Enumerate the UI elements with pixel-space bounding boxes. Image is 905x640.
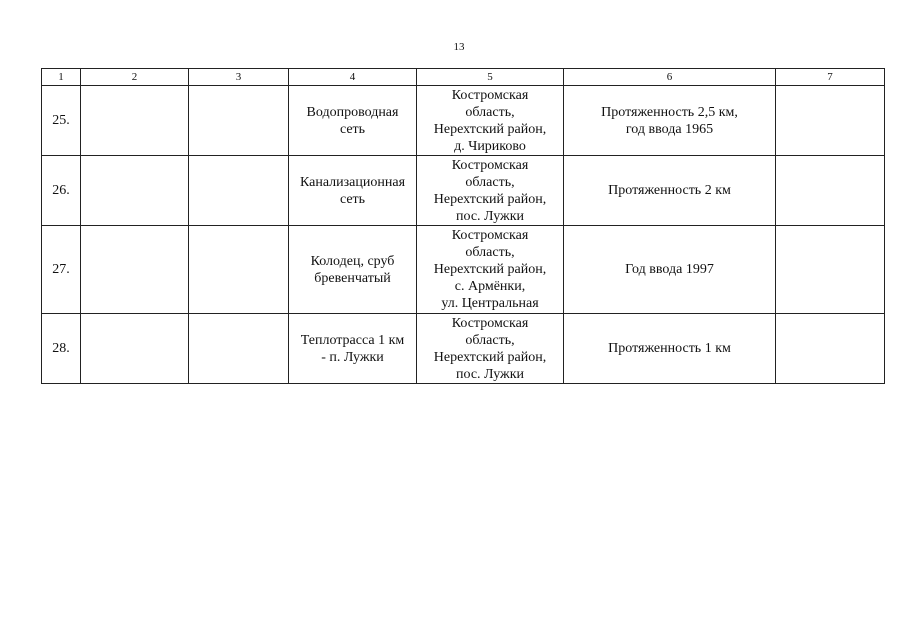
address-cell: Костромская область, Нерехтский район, с. Армёнки, ул. Центральная [417, 226, 564, 314]
characteristics-cell: Год ввода 1997 [564, 226, 776, 314]
empty-cell [776, 314, 885, 384]
object-name-cell: Колодец, сруб бревенчатый [289, 226, 417, 314]
address-cell: Костромская область, Нерехтский район, пос. Лужки [417, 156, 564, 226]
table-row [42, 314, 885, 384]
column-number: 7 [776, 69, 885, 86]
object-name-cell: Теплотрасса 1 км - п. Лужки [289, 314, 417, 384]
column-number: 4 [289, 69, 417, 86]
property-registry-table [41, 68, 885, 384]
characteristics-cell: Протяженность 2,5 км, год ввода 1965 [564, 86, 776, 156]
column-number: 2 [81, 69, 189, 86]
column-number: 6 [564, 69, 776, 86]
empty-cell [189, 314, 289, 384]
empty-cell [776, 86, 885, 156]
empty-cell [81, 226, 189, 314]
column-number-row [42, 69, 885, 86]
table-row [42, 156, 885, 226]
table-row [42, 86, 885, 156]
empty-cell [189, 86, 289, 156]
address-cell: Костромская область, Нерехтский район, д. Чириково [417, 86, 564, 156]
empty-cell [776, 226, 885, 314]
column-number: 5 [417, 69, 564, 86]
column-number: 3 [189, 69, 289, 86]
object-name-cell: Водопроводная сеть [289, 86, 417, 156]
row-number-cell: 27. [42, 226, 81, 314]
empty-cell [776, 156, 885, 226]
empty-cell [81, 156, 189, 226]
address-cell: Костромская область, Нерехтский район, пос. Лужки [417, 314, 564, 384]
empty-cell [81, 86, 189, 156]
empty-cell [189, 156, 289, 226]
row-number-cell: 28. [42, 314, 81, 384]
row-number-cell: 26. [42, 156, 81, 226]
table-row [42, 226, 885, 314]
column-number: 1 [42, 69, 81, 86]
characteristics-cell: Протяженность 2 км [564, 156, 776, 226]
page-number: 13 [453, 41, 465, 53]
row-number-cell: 25. [42, 86, 81, 156]
empty-cell [189, 226, 289, 314]
empty-cell [81, 314, 189, 384]
object-name-cell: Канализационная сеть [289, 156, 417, 226]
characteristics-cell: Протяженность 1 км [564, 314, 776, 384]
